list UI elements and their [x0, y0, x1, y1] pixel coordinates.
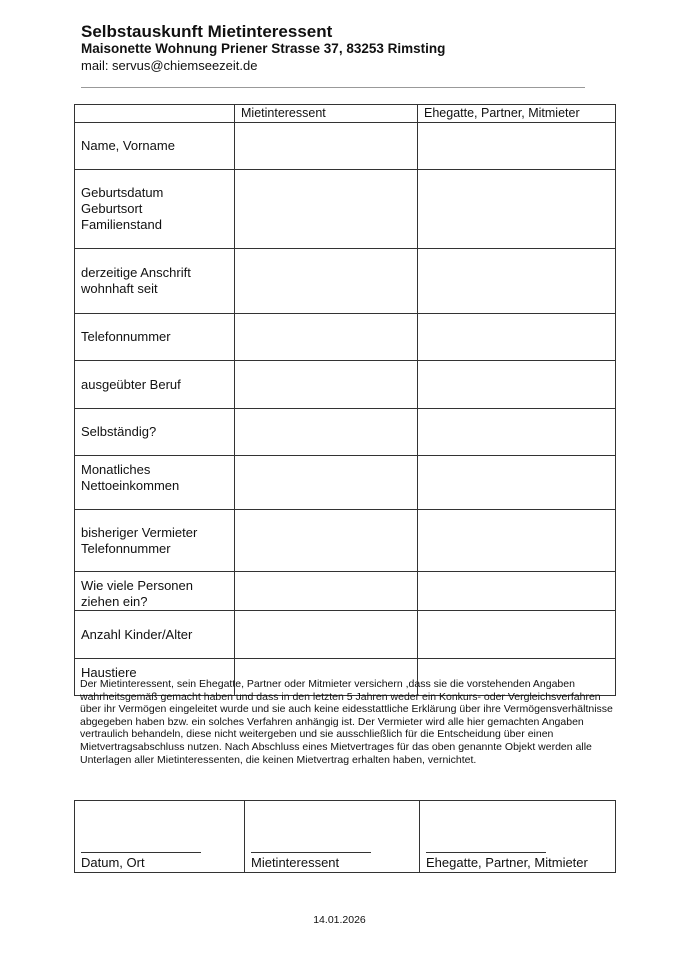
applicant-input-cell[interactable]: [235, 611, 418, 659]
divider: [81, 87, 585, 88]
signature-table: [74, 800, 616, 873]
table-row: [75, 456, 616, 510]
signature-label: Ehegatte, Partner, Mitmieter: [426, 855, 588, 870]
signature-applicant[interactable]: [245, 801, 420, 873]
row-label: [75, 572, 235, 611]
applicant-input-cell[interactable]: [235, 170, 418, 249]
signature-label: Datum, Ort: [81, 855, 145, 870]
signature-label: Mietinteressent: [251, 855, 340, 870]
signature-line: [251, 852, 371, 853]
header-cell-empty: [75, 105, 235, 123]
applicant-input-cell[interactable]: [235, 123, 418, 170]
partner-input-cell[interactable]: [418, 456, 616, 510]
applicant-input-cell[interactable]: [235, 456, 418, 510]
partner-input-cell[interactable]: [418, 572, 616, 611]
row-label-line: Telefonnummer: [81, 540, 171, 556]
partner-input-cell[interactable]: [418, 123, 616, 170]
row-label-line: Geburtsort: [81, 201, 143, 216]
table-row: [75, 409, 616, 456]
applicant-table: [74, 104, 616, 696]
applicant-input-cell[interactable]: [235, 361, 418, 409]
applicant-input-cell[interactable]: [235, 314, 418, 361]
partner-input-cell[interactable]: [418, 409, 616, 456]
table-row: [75, 249, 616, 314]
contact-mail: mail: servus@chiemseezeit.de: [81, 58, 258, 73]
row-label-line: derzeitige Anschrift: [81, 265, 191, 280]
row-label-line: wohnhaft seit: [81, 281, 158, 296]
footer-date: 14.01.2026: [313, 914, 366, 926]
applicant-input-cell[interactable]: [235, 572, 418, 611]
row-label: [75, 456, 235, 510]
row-label-line: Anzahl Kinder/Alter: [81, 626, 193, 642]
table-row: [75, 314, 616, 361]
partner-input-cell[interactable]: [418, 249, 616, 314]
row-label: [75, 361, 235, 409]
partner-input-cell[interactable]: [418, 361, 616, 409]
signature-partner[interactable]: [420, 801, 616, 873]
row-label-line: Geburtsdatum: [81, 185, 164, 200]
applicant-input-cell[interactable]: [235, 510, 418, 572]
signature-line: [81, 852, 201, 853]
row-label: [75, 314, 235, 361]
row-label-line: Familienstand: [81, 217, 162, 232]
partner-input-cell[interactable]: [418, 314, 616, 361]
property-address: Maisonette Wohnung Priener Strasse 37, 83253 Rimsting: [81, 41, 446, 56]
partner-input-cell[interactable]: [418, 170, 616, 249]
row-label-line: Telefonnummer: [81, 329, 171, 344]
row-label-line: Wie viele Personen: [81, 578, 193, 593]
table-row: [75, 123, 616, 170]
signature-date-place[interactable]: [75, 801, 245, 873]
row-label-line: Selbständig?: [81, 424, 157, 439]
row-label: [75, 123, 235, 170]
table-row: [75, 611, 616, 659]
table-header: [75, 105, 616, 123]
row-label-line: Nettoeinkommen: [81, 478, 180, 493]
table-row: [75, 361, 616, 409]
document-title: Selbstauskunft Mietinteressent: [81, 22, 333, 41]
row-label: [75, 249, 235, 314]
signature-line: [426, 852, 546, 853]
declaration-text: Der Mietinteressent, sein Ehegatte, Partner oder Mitmieter versichern ,dass sie die vorstehenden Angaben wahrheitsgemäß gemacht haben und dass in den letzten 5 Jahren weder ein Konkurs- oder Vergleichsverfahren über ihr Vermögen eingeleitet wurde und sie auch keine eidesstattliche Erklärung über ihre Vermögensverhältnisse abgegeben haben bzw. ein solches Verfahren anhängig ist. Der Vermieter wird alle hier gemachten Angaben vertraulich behandeln, diese nicht weitergeben und sie ausschließlich für die Entscheidung über einen Mietvertragsabschluss nutzen. Nach Abschluss eines Mietvertrages für das oben genannte Objekt werden alle Unterlagen aller Mietinteressenten, die keinen Mietvertrag erhalten haben, vernichtet.: [80, 678, 613, 766]
row-label-line: Haustiere: [81, 665, 137, 680]
table-row: [75, 510, 616, 572]
table-row: [75, 170, 616, 249]
row-label: [75, 409, 235, 456]
row-label-line: ziehen ein?: [81, 594, 148, 609]
row-label: [75, 611, 235, 659]
applicant-input-cell[interactable]: [235, 409, 418, 456]
row-label-line: Name, Vorname: [81, 138, 175, 153]
row-label: [75, 170, 235, 249]
header-applicant: Mietinteressent: [235, 105, 418, 123]
applicant-input-cell[interactable]: [235, 249, 418, 314]
row-label-line: bisheriger Vermieter: [81, 524, 198, 540]
row-label-line: ausgeübter Beruf: [81, 376, 181, 392]
partner-input-cell[interactable]: [418, 611, 616, 659]
row-label: [75, 510, 235, 572]
header-partner: Ehegatte, Partner, Mitmieter: [418, 105, 616, 123]
table-row: [75, 572, 616, 611]
partner-input-cell[interactable]: [418, 510, 616, 572]
row-label-line: Monatliches: [81, 462, 151, 477]
